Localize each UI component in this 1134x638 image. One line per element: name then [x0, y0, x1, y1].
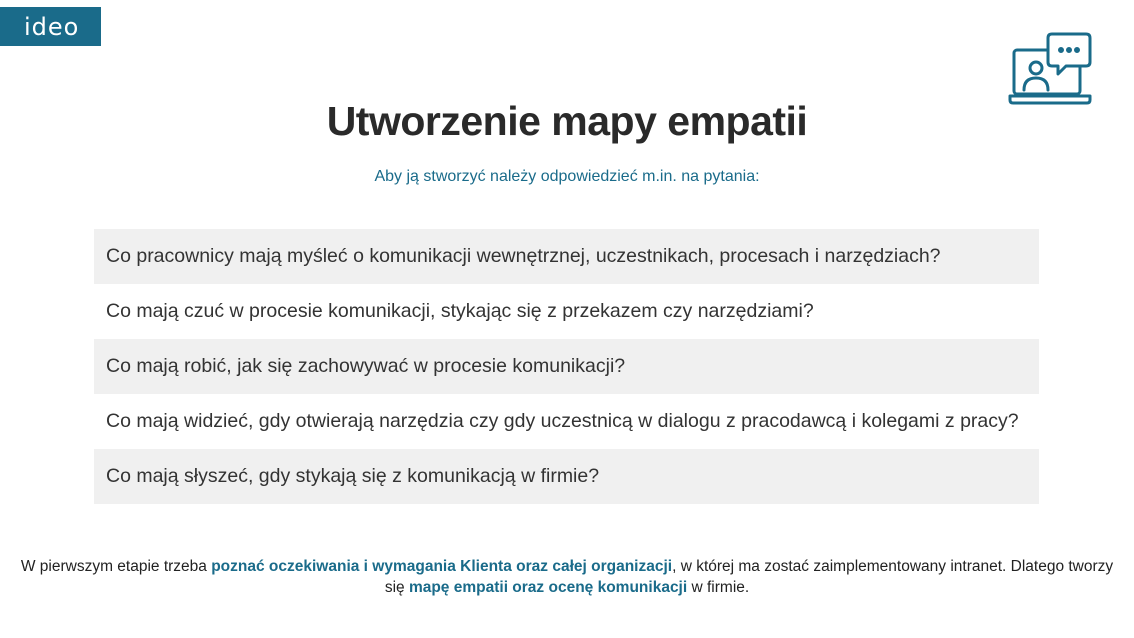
question-item: Co mają widzieć, gdy otwierają narzędzia czy gdy uczestnicą w dialogu z pracodawcą i kolegami z pracy? [106, 410, 1019, 433]
logo-text: ideo [24, 12, 80, 41]
footer-text: , w której ma zostać zaimplementowany intranet. Dlatego tworzy się [384, 558, 1114, 596]
footer-highlight: poznać oczekiwania i wymagania Klienta oraz całej organizacji [211, 558, 673, 575]
ideo-logo [0, 7, 101, 46]
footer-highlight: mapę empatii oraz ocenę komunikacji [408, 579, 688, 596]
page-title: Utworzenie mapy empatii [326, 98, 808, 144]
question-list [94, 229, 1039, 504]
question-item: Co mają słyszeć, gdy stykają się z komunikacją w firmie? [94, 449, 1039, 504]
question-item: Co pracownicy mają myśleć o komunikacji wewnętrznej, uczestnikach, procesach i narzędziach? [94, 229, 1039, 284]
footer-text: w firmie. [687, 579, 750, 596]
footer-text: W pierwszym etapie trzeba [20, 558, 212, 575]
footer-note [20, 556, 1114, 598]
question-item: Co mają robić, jak się zachowywać w procesie komunikacji? [94, 339, 1039, 394]
page-subtitle: Aby ją stworzyć należy odpowiedzieć m.in. na pytania: [374, 168, 760, 185]
video-chat-laptop-icon [1008, 30, 1092, 106]
question-item: Co mają czuć w procesie komunikacji, stykając się z przekazem czy narzędziami? [106, 300, 814, 323]
